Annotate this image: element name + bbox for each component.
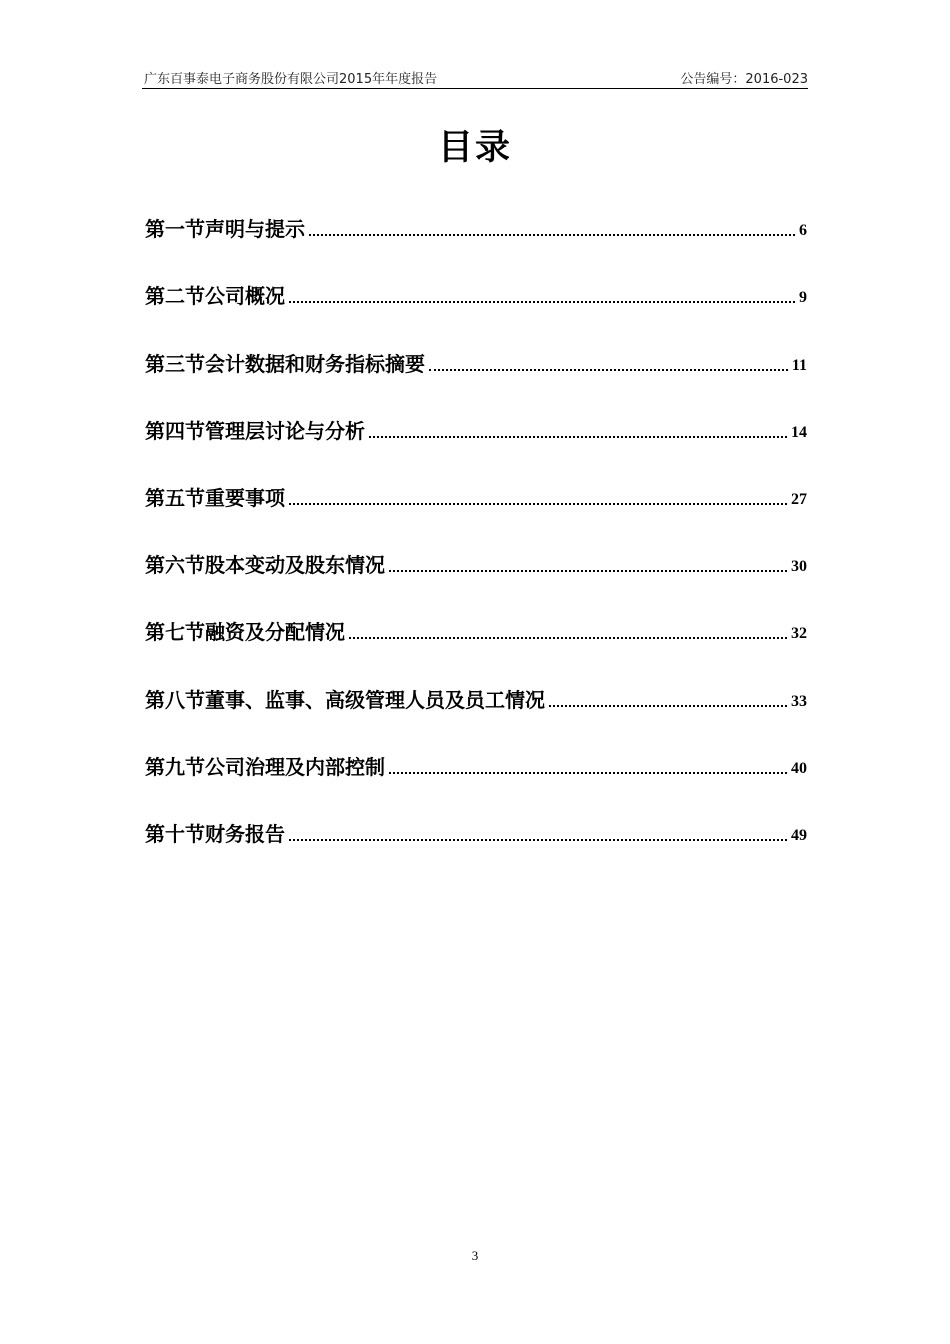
toc-leader-dots [429, 369, 788, 371]
footer-page-number: 3 [471, 1248, 479, 1263]
toc-entry-label: 第六节股本变动及股东情况 [145, 553, 385, 578]
toc-entry-page: 30 [791, 558, 807, 576]
toc-entry[interactable] [145, 544, 807, 611]
toc-entry-page: 11 [791, 356, 807, 374]
toc-entry[interactable] [145, 611, 807, 678]
toc-entry[interactable] [145, 410, 807, 477]
table-of-contents [145, 208, 807, 880]
toc-entry[interactable] [145, 746, 807, 813]
toc-leader-dots [549, 705, 787, 707]
toc-leader-dots [389, 570, 787, 572]
toc-entry[interactable] [145, 477, 807, 544]
header-announcement-number: 公告编号：2016-023 [680, 72, 808, 87]
toc-entry[interactable] [145, 275, 807, 342]
toc-leader-dots [309, 234, 795, 236]
page-header [142, 66, 808, 89]
toc-entry-label: 第五节重要事项 [145, 485, 285, 510]
toc-entry-label: 第八节董事、监事、高级管理人员及员工情况 [145, 687, 545, 712]
toc-entry-label: 第一节声明与提示 [145, 217, 305, 242]
toc-entry-label: 第七节融资及分配情况 [145, 620, 345, 645]
toc-leader-dots [289, 301, 795, 303]
header-report-title: 广东百事泰电子商务股份有限公司2015年年度报告 [144, 72, 438, 87]
toc-leader-dots [289, 839, 787, 841]
toc-entry-label: 第三节会计数据和财务指标摘要 [145, 351, 425, 376]
toc-entry-page: 27 [791, 490, 807, 508]
toc-entry-label: 第九节公司治理及内部控制 [145, 754, 385, 779]
toc-leader-dots [369, 436, 787, 438]
toc-entry[interactable] [145, 813, 807, 880]
toc-leader-dots [389, 772, 787, 774]
toc-entry-label: 第四节管理层讨论与分析 [145, 418, 365, 443]
toc-entry-page: 14 [791, 423, 807, 441]
toc-entry-page: 32 [791, 625, 807, 643]
toc-entry-label: 第二节公司概况 [145, 284, 285, 309]
toc-title: 目录 [437, 128, 512, 168]
toc-entry[interactable] [145, 678, 807, 745]
toc-entry-page: 49 [791, 826, 807, 844]
toc-leader-dots [349, 637, 787, 639]
toc-entry-page: 9 [799, 289, 807, 307]
toc-entry[interactable] [145, 342, 807, 409]
toc-entry-page: 33 [791, 692, 807, 710]
toc-entry[interactable] [145, 208, 807, 275]
toc-leader-dots [289, 503, 787, 505]
toc-entry-page: 6 [799, 222, 807, 240]
toc-entry-page: 40 [791, 759, 807, 777]
toc-entry-label: 第十节财务报告 [145, 821, 285, 846]
